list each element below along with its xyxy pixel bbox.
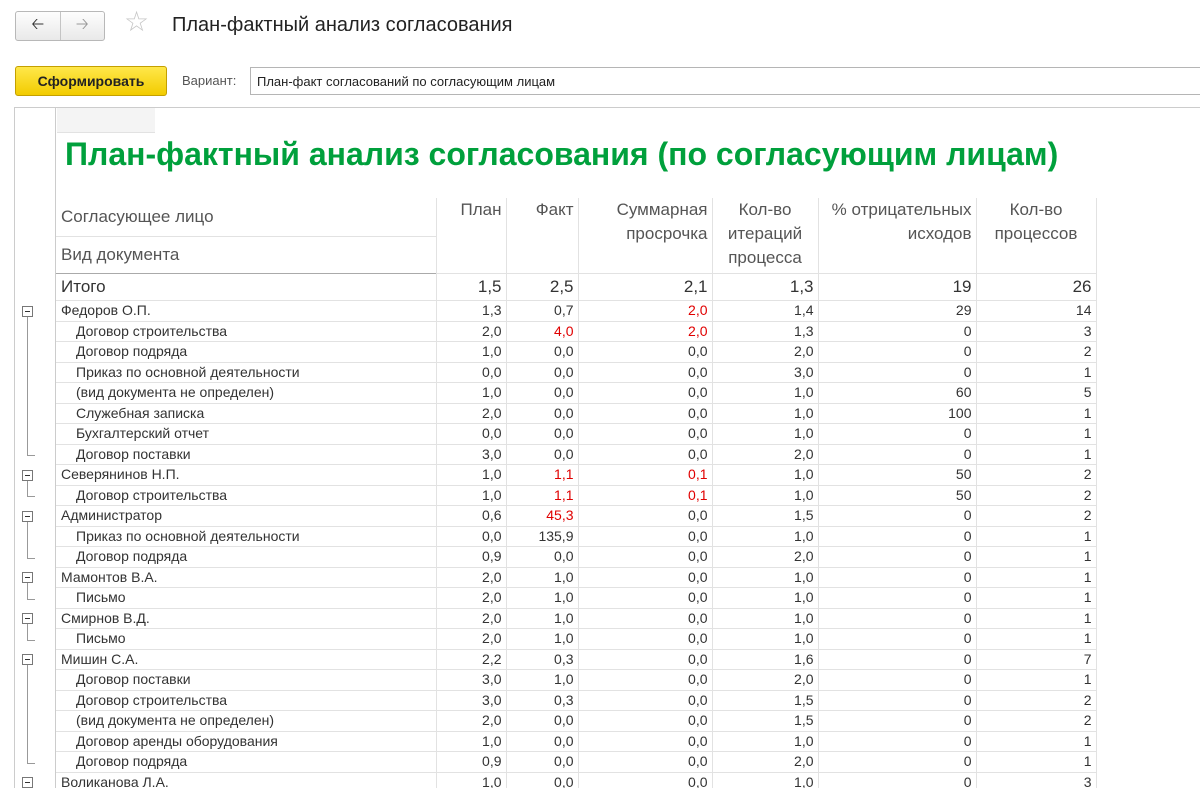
- cell-negative: 0: [818, 588, 976, 609]
- cell-negative: 0: [818, 547, 976, 568]
- cell-fact: 0,0: [506, 444, 578, 465]
- group-row[interactable]: [56, 301, 1096, 322]
- cell-fact: 1,0: [506, 608, 578, 629]
- cell-overdue: 2,0: [578, 301, 712, 322]
- header-overdue: Суммарная просрочка: [578, 198, 712, 274]
- header-iterations: Кол-во итераций процесса: [712, 198, 818, 274]
- cell-fact: 0,0: [506, 424, 578, 445]
- cell-overdue: 0,0: [578, 649, 712, 670]
- cell-plan: 0,0: [436, 424, 506, 445]
- cell-processes: 2: [976, 690, 1096, 711]
- detail-row[interactable]: [56, 424, 1096, 445]
- cell-overdue: 0,0: [578, 752, 712, 773]
- cell-overdue: 0,0: [578, 424, 712, 445]
- cell-plan: 1,0: [436, 731, 506, 752]
- person-name: Северянинов Н.П.: [56, 465, 436, 486]
- navigation-buttons: [15, 11, 105, 41]
- cell-overdue: 0,0: [578, 403, 712, 424]
- cell-overdue: 0,0: [578, 567, 712, 588]
- cell-iterations: 1,0: [712, 526, 818, 547]
- cell-processes: 5: [976, 383, 1096, 404]
- detail-row[interactable]: [56, 362, 1096, 383]
- cell-negative: 60: [818, 383, 976, 404]
- header-doc-type: Вид документа: [56, 237, 436, 274]
- cell-overdue: 0,0: [578, 362, 712, 383]
- document-type: Договор строительства: [56, 485, 436, 506]
- cell-fact: 0,3: [506, 649, 578, 670]
- cell-fact: 0,0: [506, 752, 578, 773]
- group-row[interactable]: [56, 608, 1096, 629]
- cell-negative: 0: [818, 506, 976, 527]
- cell-iterations: 1,0: [712, 567, 818, 588]
- cell-fact: 1,0: [506, 588, 578, 609]
- report-table: [56, 198, 1097, 788]
- cell-iterations: 1,5: [712, 690, 818, 711]
- tree-connector-end: [27, 763, 35, 764]
- detail-row[interactable]: [56, 321, 1096, 342]
- cell-processes: 1: [976, 752, 1096, 773]
- cell-processes: 1: [976, 444, 1096, 465]
- cell-negative: 0: [818, 321, 976, 342]
- cell-processes: 1: [976, 629, 1096, 650]
- detail-row[interactable]: [56, 444, 1096, 465]
- group-row[interactable]: [56, 649, 1096, 670]
- person-name: Мамонтов В.А.: [56, 567, 436, 588]
- cell-plan: 2,0: [436, 321, 506, 342]
- cell-overdue: 0,0: [578, 383, 712, 404]
- cell-iterations: 1,3: [712, 321, 818, 342]
- cell-plan: 1,0: [436, 383, 506, 404]
- cell-plan: 1,0: [436, 772, 506, 788]
- cell-overdue: 0,0: [578, 444, 712, 465]
- cell-plan: 3,0: [436, 444, 506, 465]
- cell-iterations: 1,6: [712, 649, 818, 670]
- detail-row[interactable]: [56, 690, 1096, 711]
- document-type: Договор подряда: [56, 547, 436, 568]
- cell-negative: 0: [818, 567, 976, 588]
- cell-plan: 0,9: [436, 752, 506, 773]
- cell-negative: 0: [818, 444, 976, 465]
- cell-iterations: 2,0: [712, 342, 818, 363]
- cell-iterations: 1,0: [712, 629, 818, 650]
- cell-negative: 0: [818, 362, 976, 383]
- cell-plan: 2,0: [436, 567, 506, 588]
- cell-plan: 2,0: [436, 588, 506, 609]
- cell-plan: 0,0: [436, 526, 506, 547]
- cell-iterations: 2,0: [712, 444, 818, 465]
- group-row[interactable]: [56, 772, 1096, 788]
- cell-overdue: 0,0: [578, 629, 712, 650]
- cell-negative: 0: [818, 526, 976, 547]
- person-name: Смирнов В.Д.: [56, 608, 436, 629]
- cell-negative: 29: [818, 301, 976, 322]
- cell-plan: 0,0: [436, 362, 506, 383]
- cell-negative: 50: [818, 465, 976, 486]
- header-negative: % отрицательных исходов: [818, 198, 976, 274]
- collapse-toggle-icon[interactable]: [22, 306, 33, 317]
- cell-processes: 7: [976, 649, 1096, 670]
- cell-processes: 2: [976, 485, 1096, 506]
- cell-plan: 2,0: [436, 711, 506, 732]
- document-type: Договор поставки: [56, 670, 436, 691]
- cell-negative: 0: [818, 752, 976, 773]
- cell-negative: 0: [818, 711, 976, 732]
- document-type: (вид документа не определен): [56, 711, 436, 732]
- group-row[interactable]: [56, 465, 1096, 486]
- cell-negative: 0: [818, 649, 976, 670]
- cell-processes: 14: [976, 301, 1096, 322]
- document-type: Приказ по основной деятельности: [56, 362, 436, 383]
- detail-row[interactable]: [56, 629, 1096, 650]
- person-name: Воликанова Л.А.: [56, 772, 436, 788]
- cell-processes: 1: [976, 403, 1096, 424]
- report-title: План-фактный анализ согласования (по согласующим лицам): [65, 136, 1059, 172]
- collapse-toggle-icon[interactable]: [22, 572, 33, 583]
- total-processes: 26: [976, 274, 1096, 301]
- cell-overdue: 0,0: [578, 342, 712, 363]
- cell-iterations: 1,0: [712, 731, 818, 752]
- total-plan: 1,5: [436, 274, 506, 301]
- cell-iterations: 1,0: [712, 772, 818, 788]
- cell-overdue: 0,1: [578, 465, 712, 486]
- cell-processes: 2: [976, 711, 1096, 732]
- favorite-star-icon[interactable]: ☆: [124, 6, 150, 37]
- cell-processes: 1: [976, 362, 1096, 383]
- document-type: Договор подряда: [56, 752, 436, 773]
- cell-iterations: 1,0: [712, 383, 818, 404]
- person-name: Мишин С.А.: [56, 649, 436, 670]
- person-name: Федоров О.П.: [56, 301, 436, 322]
- cell-fact: 0,3: [506, 690, 578, 711]
- cell-fact: 0,0: [506, 547, 578, 568]
- cell-fact: 1,0: [506, 629, 578, 650]
- tree-connector-end: [27, 599, 35, 600]
- document-type: Служебная записка: [56, 403, 436, 424]
- variant-label: Вариант:: [182, 73, 237, 88]
- tree-connector: [27, 317, 28, 456]
- cell-overdue: 0,0: [578, 731, 712, 752]
- total-fact: 2,5: [506, 274, 578, 301]
- cell-overdue: 2,0: [578, 321, 712, 342]
- cell-fact: 4,0: [506, 321, 578, 342]
- cell-processes: 3: [976, 772, 1096, 788]
- cell-negative: 0: [818, 670, 976, 691]
- cell-processes: 1: [976, 608, 1096, 629]
- window-title: План-фактный анализ согласования: [172, 14, 513, 36]
- cell-processes: 3: [976, 321, 1096, 342]
- cell-overdue: 0,0: [578, 506, 712, 527]
- cell-iterations: 2,0: [712, 752, 818, 773]
- cell-iterations: 3,0: [712, 362, 818, 383]
- cell-fact: 1,0: [506, 567, 578, 588]
- group-row[interactable]: [56, 567, 1096, 588]
- detail-row[interactable]: [56, 526, 1096, 547]
- cell-iterations: 1,5: [712, 711, 818, 732]
- cell-overdue: 0,0: [578, 608, 712, 629]
- cell-iterations: 1,5: [712, 506, 818, 527]
- variant-field[interactable]: План-факт согласований по согласующим лицам: [250, 67, 1200, 95]
- cell-overdue: 0,0: [578, 772, 712, 788]
- cell-negative: 50: [818, 485, 976, 506]
- cell-iterations: 1,0: [712, 465, 818, 486]
- document-type: Договор строительства: [56, 690, 436, 711]
- cell-processes: 1: [976, 588, 1096, 609]
- cell-fact: 0,0: [506, 403, 578, 424]
- cell-plan: 1,0: [436, 485, 506, 506]
- cell-processes: 2: [976, 465, 1096, 486]
- detail-row[interactable]: [56, 752, 1096, 773]
- total-overdue: 2,1: [578, 274, 712, 301]
- cell-plan: 2,0: [436, 608, 506, 629]
- cell-negative: 0: [818, 342, 976, 363]
- cell-fact: 1,1: [506, 485, 578, 506]
- cell-plan: 1,0: [436, 465, 506, 486]
- cell-processes: 1: [976, 526, 1096, 547]
- detail-row[interactable]: [56, 547, 1096, 568]
- tree-connector: [27, 481, 28, 497]
- cell-fact: 135,9: [506, 526, 578, 547]
- cell-iterations: 1,0: [712, 403, 818, 424]
- cell-plan: 1,0: [436, 342, 506, 363]
- tree-connector: [27, 665, 28, 763]
- tree-connector-end: [27, 558, 35, 559]
- cell-plan: 3,0: [436, 690, 506, 711]
- document-type: Бухгалтерский отчет: [56, 424, 436, 445]
- document-type: Договор поставки: [56, 444, 436, 465]
- header-person: Согласующее лицо: [56, 198, 436, 237]
- corner-cell: [57, 108, 155, 133]
- cell-negative: 0: [818, 690, 976, 711]
- cell-plan: 3,0: [436, 670, 506, 691]
- cell-negative: 0: [818, 731, 976, 752]
- total-label: Итого: [56, 274, 436, 301]
- cell-iterations: 2,0: [712, 670, 818, 691]
- cell-plan: 2,0: [436, 629, 506, 650]
- cell-plan: 0,9: [436, 547, 506, 568]
- cell-overdue: 0,0: [578, 588, 712, 609]
- detail-row[interactable]: [56, 670, 1096, 691]
- cell-overdue: 0,0: [578, 547, 712, 568]
- document-type: (вид документа не определен): [56, 383, 436, 404]
- cell-processes: 2: [976, 506, 1096, 527]
- cell-plan: 2,2: [436, 649, 506, 670]
- detail-row[interactable]: [56, 485, 1096, 506]
- cell-overdue: 0,0: [578, 711, 712, 732]
- cell-plan: 0,6: [436, 506, 506, 527]
- document-type: Договор строительства: [56, 321, 436, 342]
- tree-connector: [27, 522, 28, 558]
- total-iterations: 1,3: [712, 274, 818, 301]
- tree-connector-end: [27, 496, 35, 497]
- report-area: [14, 107, 1200, 788]
- document-type: Договор подряда: [56, 342, 436, 363]
- cell-fact: 0,0: [506, 772, 578, 788]
- document-type: Письмо: [56, 629, 436, 650]
- cell-negative: 100: [818, 403, 976, 424]
- cell-iterations: 1,0: [712, 608, 818, 629]
- cell-overdue: 0,0: [578, 690, 712, 711]
- document-type: Письмо: [56, 588, 436, 609]
- grouping-gutter: [15, 108, 56, 788]
- cell-negative: 0: [818, 424, 976, 445]
- cell-overdue: 0,0: [578, 526, 712, 547]
- cell-processes: 1: [976, 567, 1096, 588]
- tree-connector-end: [27, 640, 35, 641]
- cell-negative: 0: [818, 629, 976, 650]
- collapse-toggle-icon[interactable]: [22, 777, 33, 788]
- forward-arrow-icon[interactable]: 🡢: [60, 12, 105, 40]
- group-row[interactable]: [56, 506, 1096, 527]
- collapse-toggle-icon[interactable]: [22, 654, 33, 665]
- total-row: [56, 274, 1096, 301]
- cell-fact: 45,3: [506, 506, 578, 527]
- detail-row[interactable]: [56, 383, 1096, 404]
- person-name: Администратор: [56, 506, 436, 527]
- detail-row[interactable]: [56, 711, 1096, 732]
- tree-connector: [27, 624, 28, 640]
- cell-overdue: 0,1: [578, 485, 712, 506]
- cell-processes: 2: [976, 342, 1096, 363]
- generate-report-button[interactable]: Сформировать: [15, 66, 167, 96]
- detail-row[interactable]: [56, 731, 1096, 752]
- cell-iterations: 1,0: [712, 424, 818, 445]
- collapse-toggle-icon[interactable]: [22, 613, 33, 624]
- document-type: Договор аренды оборудования: [56, 731, 436, 752]
- detail-row[interactable]: [56, 588, 1096, 609]
- detail-row[interactable]: [56, 342, 1096, 363]
- header-processes: Кол-во процессов: [976, 198, 1096, 274]
- cell-fact: 1,0: [506, 670, 578, 691]
- cell-processes: 1: [976, 670, 1096, 691]
- cell-negative: 0: [818, 608, 976, 629]
- total-negative: 19: [818, 274, 976, 301]
- cell-processes: 1: [976, 424, 1096, 445]
- back-arrow-icon[interactable]: 🡠: [31, 15, 45, 33]
- header-fact: Факт: [506, 198, 578, 274]
- cell-negative: 0: [818, 772, 976, 788]
- header-plan: План: [436, 198, 506, 274]
- cell-plan: 1,3: [436, 301, 506, 322]
- cell-iterations: 1,0: [712, 588, 818, 609]
- document-type: Приказ по основной деятельности: [56, 526, 436, 547]
- tree-connector: [27, 583, 28, 599]
- cell-fact: 0,0: [506, 731, 578, 752]
- cell-overdue: 0,0: [578, 670, 712, 691]
- cell-fact: 0,0: [506, 362, 578, 383]
- cell-iterations: 2,0: [712, 547, 818, 568]
- cell-fact: 0,7: [506, 301, 578, 322]
- detail-row[interactable]: [56, 403, 1096, 424]
- cell-fact: 0,0: [506, 342, 578, 363]
- tree-connector-end: [27, 455, 35, 456]
- cell-fact: 1,1: [506, 465, 578, 486]
- cell-processes: 1: [976, 731, 1096, 752]
- cell-iterations: 1,4: [712, 301, 818, 322]
- cell-processes: 1: [976, 547, 1096, 568]
- cell-fact: 0,0: [506, 383, 578, 404]
- cell-plan: 2,0: [436, 403, 506, 424]
- cell-iterations: 1,0: [712, 485, 818, 506]
- collapse-toggle-icon[interactable]: [22, 470, 33, 481]
- collapse-toggle-icon[interactable]: [22, 511, 33, 522]
- cell-fact: 0,0: [506, 711, 578, 732]
